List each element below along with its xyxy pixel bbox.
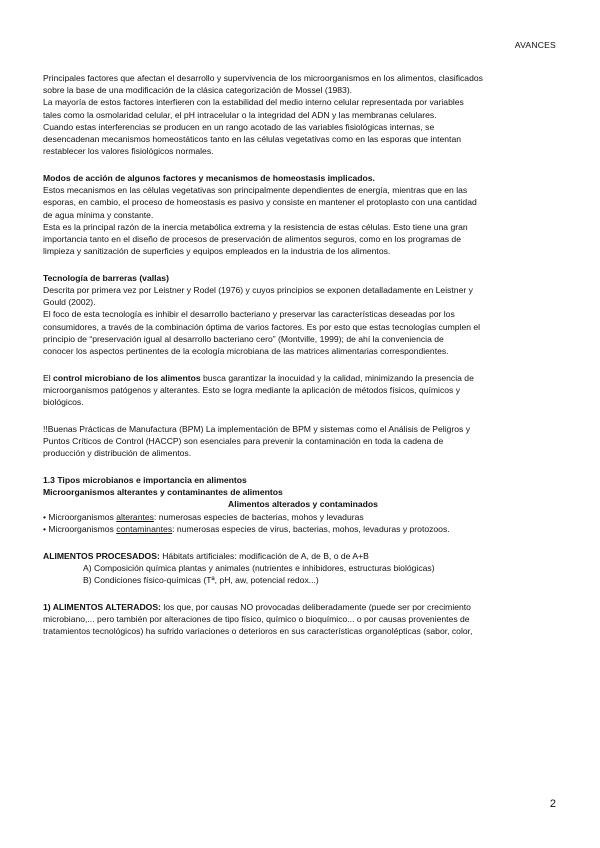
procesados-section: [43, 550, 563, 587]
bullet-item: [43, 511, 563, 523]
centered-subtitle: Alimentos alterados y contaminados: [228, 499, 378, 510]
barreras-section: [43, 272, 563, 357]
list-item: B) Condiciones físico-químicas (Tª, pH, aw, potencial redox...): [83, 574, 319, 585]
text-span: : numerosas especies de bacterias, mohos y levaduras: [153, 511, 364, 522]
text-line: biológicos.: [43, 397, 84, 408]
text-line: limpieza y sanitización de superficies y equipos empleados en la industria de los alimentos.: [43, 246, 391, 257]
text-span: • Microorganismos: [43, 523, 117, 534]
text-line: desencadenan mecanismos homeostáticos tanto en las células vegetativas como en las esporas que intentan: [43, 134, 462, 145]
text-line: principio de “preservación igual al desarrollo bacteriano cero” (Montville, 1999); de ahí la conveniencia de: [43, 333, 444, 344]
text-line: [43, 601, 563, 613]
bold-term: ALIMENTOS PROCESADOS:: [43, 550, 160, 561]
text-line: conocer los aspectos pertinentes de la ecología microbiana de las matrices alimentarias correspondientes.: [43, 346, 449, 357]
text-span: • Microorganismos: [43, 511, 117, 522]
text-line: Gould (2002).: [43, 297, 96, 308]
section-heading: Tecnología de barreras (vallas): [43, 272, 169, 283]
text-line: esporas, en cambio, el proceso de homeostasis es pasivo y consiste en mantener el protoplasto con una cantidad: [43, 197, 477, 208]
section-heading: Modos de acción de algunos factores y mecanismos de homeostasis implicados.: [43, 172, 375, 183]
bold-term: control microbiano de los alimentos: [53, 372, 201, 383]
bpm-section: [43, 423, 563, 460]
text-line: [43, 372, 563, 384]
page-number: 2: [549, 798, 556, 810]
text-line: El foco de esta tecnología es inhibir el desarrollo bacteriano y preservar las características deseadas por los: [43, 309, 455, 320]
text-line: importancia tanto en el diseño de procesos de preservación de alimentos seguros, como en los programas de: [43, 233, 461, 244]
text-line: microorganismos patógenos y alterantes. Esto se logra mediante la aplicación de métodos físicos, químicos y: [43, 384, 461, 395]
text-line: tales como la osmolaridad celular, el pH intracelular o la integridad del ADN y las membranas celulares.: [43, 109, 437, 120]
text-line: microbiano,... pero también por alteraciones de tipo físico, químico o bioquímico... o por causas provenientes de: [43, 613, 470, 624]
text-span: los que, por causas NO provocadas deliberadamente (puede ser por crecimiento: [160, 601, 471, 612]
underlined-term: contaminantes: [116, 523, 173, 534]
tipos-section: [43, 474, 563, 535]
text-line: producción y distribución de alimentos.: [43, 448, 192, 459]
text-line: [43, 550, 563, 562]
alterados-section: [43, 601, 563, 638]
text-line: Estos mecanismos en las células vegetativas son principalmente dependientes de energía, mientras que en las: [43, 185, 468, 196]
text-line: Esta es la principal razón de la inercia metabólica extrema y la resistencia de estas células. Esto tiene una gran: [43, 221, 468, 232]
page-header: AVANCES: [514, 40, 556, 50]
text-line: Principales factores que afectan el desarrollo y supervivencia de los microorganismos en los alimentos, clasificados: [43, 73, 483, 83]
text-line: restablecer los valores fisiológicos normales.: [43, 146, 214, 157]
section-subheading: Microorganismos alterantes y contaminantes de alimentos: [43, 487, 283, 498]
document-body: [43, 72, 563, 637]
text-span: : numerosas especies de virus, bacterias, mohos, levaduras y protozoos.: [172, 523, 450, 534]
text-line: Cuando estas interferencias se producen en un rango acotado de las variables fisiológicas internas, se: [43, 121, 435, 132]
section-heading: 1.3 Tipos microbianos e importancia en alimentos: [43, 474, 247, 485]
bold-term: 1) ALIMENTOS ALTERADOS:: [43, 601, 161, 612]
text-span: Hábitats artificiales: modificación de A, de B, o de A+B: [159, 550, 369, 561]
text-line: de agua mínima y constante.: [43, 209, 154, 220]
text-line: consumidores, a través de la combinación óptima de varios factores. Es por esto que estas tecnologías cumplen el: [43, 321, 481, 332]
underlined-term: alterantes: [116, 511, 154, 522]
list-item: A) Composición química plantas y animales (nutrientes e inhibidores, estructuras biológicas): [83, 562, 435, 573]
intro-section: [43, 72, 563, 157]
text-line: La mayoría de estos factores interfieren con la estabilidad del medio interno celular representada por variables: [43, 97, 464, 108]
text-span: busca garantizar la inocuidad y la calidad, minimizando la presencia de: [203, 372, 474, 383]
modos-section: [43, 172, 563, 257]
text-line: Puntos Críticos de Control (HACCP) son esenciales para prevenir la contaminación en toda la cadena de: [43, 436, 444, 447]
text-line: !!Buenas Prácticas de Manufactura (BPM) La implementación de BPM y sistemas como el Análisis de Peligros y: [43, 423, 471, 434]
control-section: [43, 372, 563, 409]
bullet-item: [43, 523, 563, 535]
text-line: sobre la base de una modificación de la clásica categorización de Mossel (1983).: [43, 85, 353, 96]
text-line: tratamientos tecnológicos) ha sufrido variaciones o deterioros en sus características organolépticas (sabor, color,: [43, 626, 473, 637]
text-line: Descrita por primera vez por Leistner y Rodel (1976) y cuyos principios se exponen detalladamente en Leistner y: [43, 285, 473, 296]
text-span: El: [43, 372, 51, 383]
